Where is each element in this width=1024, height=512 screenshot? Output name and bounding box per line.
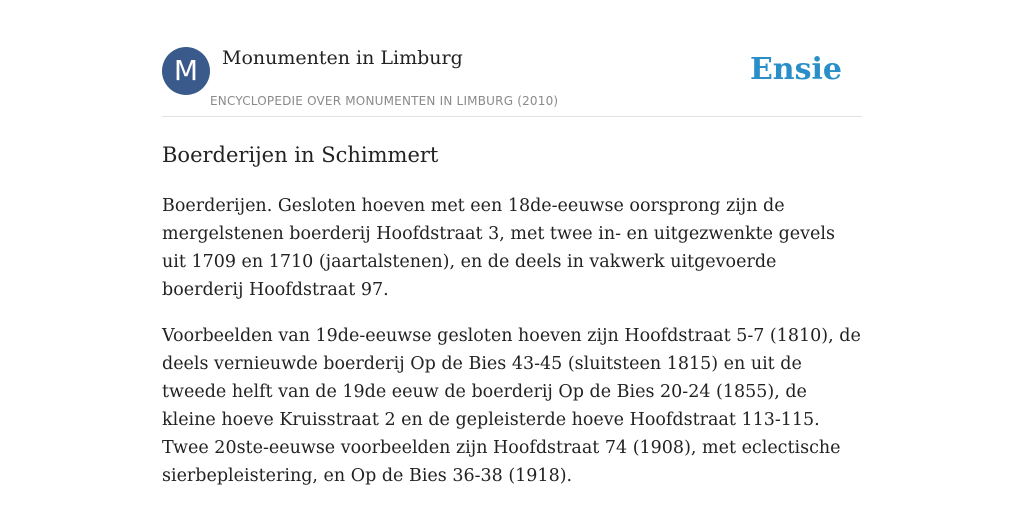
source-subtitle: ENCYCLOPEDIE OVER MONUMENTEN IN LIMBURG (2010) [210, 94, 559, 108]
source-title[interactable]: Monumenten in Limburg [222, 47, 463, 69]
article-body [162, 192, 862, 508]
source-avatar[interactable]: M [162, 47, 210, 95]
article-title: Boerderijen in Schimmert [162, 143, 439, 167]
source-header [162, 46, 862, 117]
ensie-logo[interactable]: Ensie [749, 52, 842, 87]
article-paragraph-2: Voorbeelden van 19de-eeuwse gesloten hoeven zijn Hoofdstraat 5-7 (1810), de deels vernieuwde boerderij Op de Bies 43-45 (sluitsteen 1815) en uit de tweede helft van de 19de eeuw de boerderij Op de Bies 20-24 (1855), de kleine hoeve Kruisstraat 2 en de gepleisterde hoeve Hoofdstraat 113-115. Twee 20ste-eeuwse voorbeelden zijn Hoofdstraat 74 (1908), met eclectische sierbepleistering, en Op de Bies 36-38 (1918). [162, 326, 861, 486]
article-paragraph-1: Boerderijen. Gesloten hoeven met een 18de-eeuwse oorsprong zijn de mergelstenen boerderij Hoofdstraat 3, met twee in- en uitgezwenkte gevels uit 1709 en 1710 (jaartalstenen), en de deels in vakwerk uitgevoerde boerderij Hoofdstraat 97. [162, 196, 835, 300]
